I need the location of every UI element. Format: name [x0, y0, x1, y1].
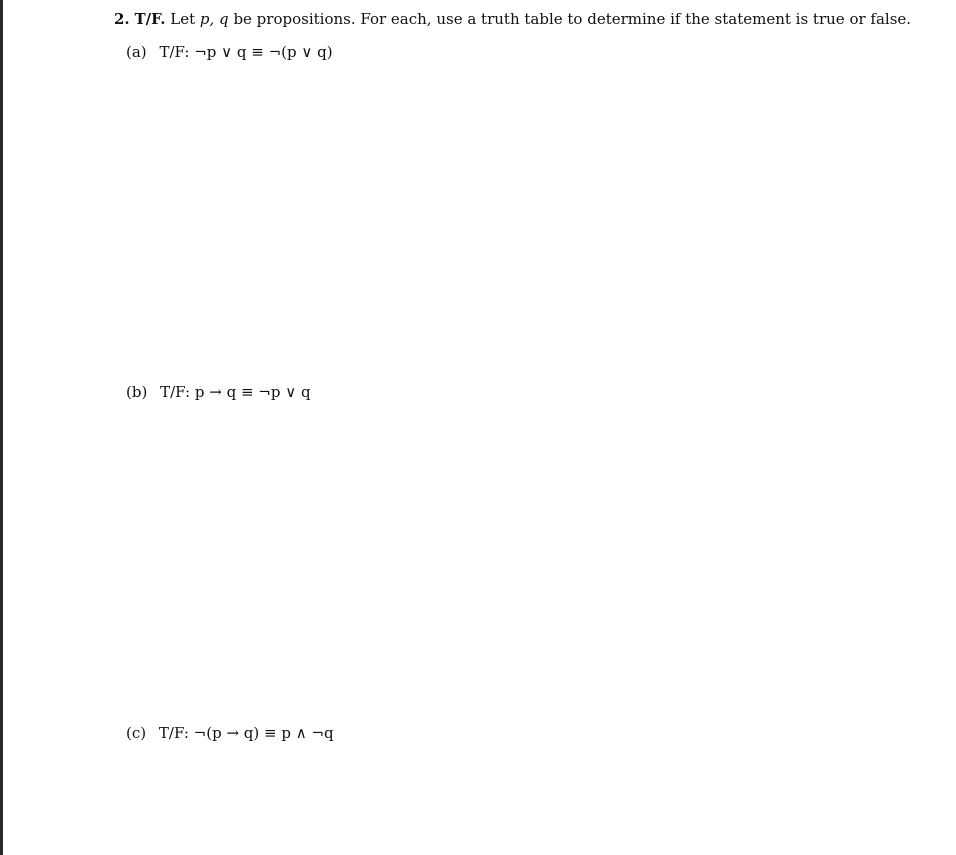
part-a-prefix: T/F: [159, 43, 190, 61]
part-b [126, 382, 311, 402]
problem-text-before-vars: Let [170, 10, 196, 28]
problem-text-after-vars: be propositions. For each, use a truth table to determine if the statement is true or false. [233, 10, 912, 28]
problem-statement [114, 9, 911, 29]
part-a-label: (a) [126, 43, 147, 61]
part-a [126, 42, 333, 62]
problem-vars: p, q [199, 10, 229, 28]
part-c [126, 723, 334, 743]
part-b-statement: p → q ≡ ¬p ∨ q [194, 383, 311, 401]
part-b-prefix: T/F: [160, 383, 191, 401]
part-a-statement: ¬p ∨ q ≡ ¬(p ∨ q) [194, 43, 333, 61]
page-left-border [0, 0, 3, 855]
part-c-statement: ¬(p → q) ≡ p ∧ ¬q [193, 724, 334, 742]
problem-tag: T/F. [134, 10, 166, 28]
part-b-label: (b) [126, 383, 148, 401]
problem-number: 2. [114, 10, 130, 28]
part-c-label: (c) [126, 724, 147, 742]
part-c-prefix: T/F: [158, 724, 189, 742]
